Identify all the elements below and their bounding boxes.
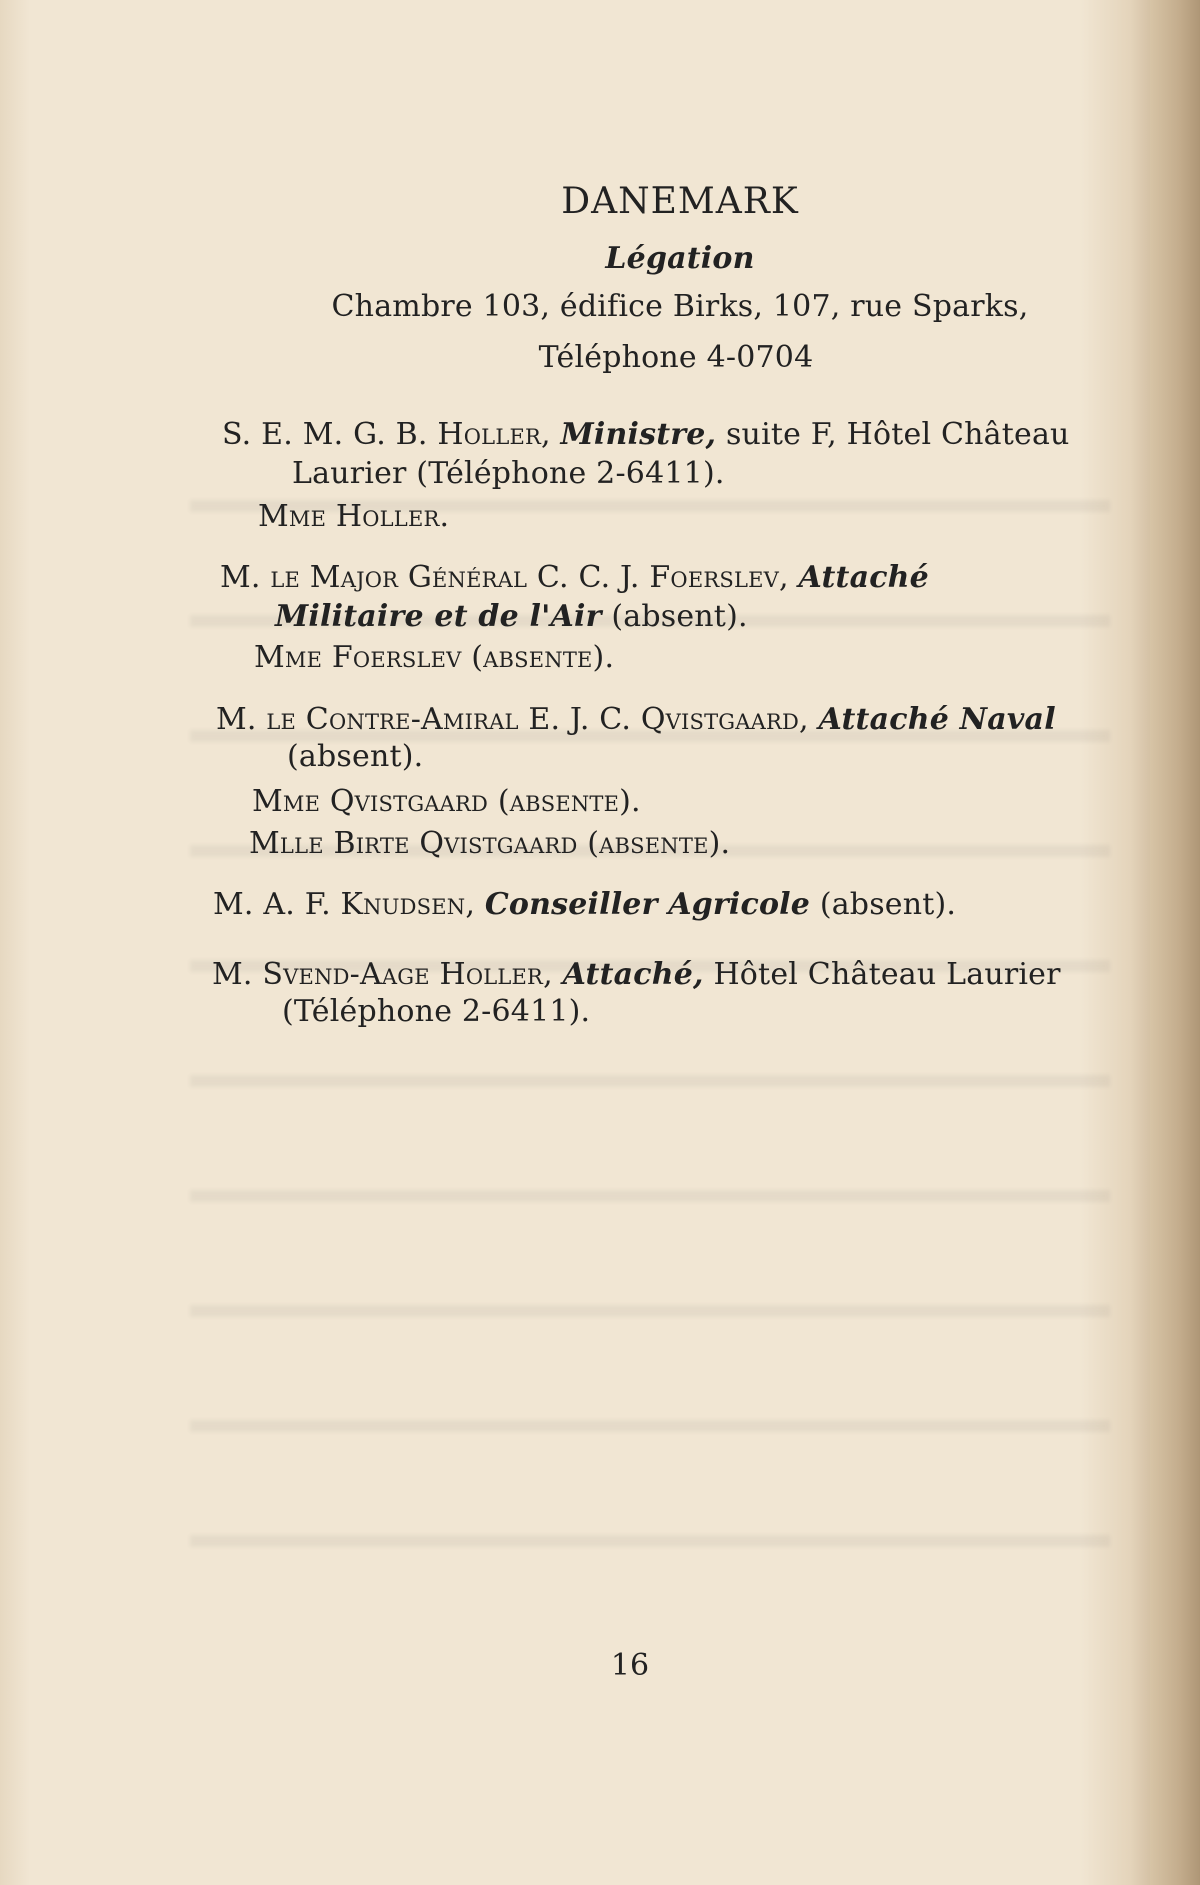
entry-title: Attaché [798, 560, 929, 595]
country-heading: DANEMARK [561, 181, 799, 222]
mission-type: Légation [605, 241, 755, 276]
entry-detail: suite F, Hôtel Château [725, 417, 1070, 452]
entry-title: Conseiller Agricole [484, 887, 811, 922]
entry-detail: Hôtel Château Laurier [713, 957, 1061, 992]
entry-minister-line2: Laurier (Téléphone 2-6411). [292, 456, 725, 491]
entry-military-attache-spouse: Mme Foerslev (absente). [254, 640, 615, 675]
entry-minister-spouse: Mme Holler. [258, 499, 450, 534]
entry-title: Attaché Naval [818, 702, 1056, 737]
entry-name: M. A. F. Knudsen, [213, 887, 476, 922]
entry-naval-attache-spouse: Mme Qvistgaard (absente). [252, 784, 641, 819]
entry-detail: (absent). [611, 599, 748, 634]
legation-address: Chambre 103, édifice Birks, 107, rue Sparks, [331, 289, 1029, 324]
page-number: 16 [610, 1648, 650, 1683]
entry-attache-line1 [212, 957, 1061, 992]
entry-detail: (absent). [819, 887, 957, 922]
entry-title: Attaché, [562, 957, 704, 992]
entry-name: S. E. M. G. B. Holler, [222, 417, 551, 452]
entry-title: Ministre, [560, 417, 717, 452]
entry-minister-line1 [222, 417, 1070, 452]
entry-name: M. le Major Général C. C. J. Foerslev, [220, 560, 789, 595]
entry-naval-attache-daughter: Mlle Birte Qvistgaard (absente). [249, 826, 731, 861]
entry-naval-attache-line2: (absent). [287, 739, 424, 774]
entry-agricultural-counsellor [213, 887, 957, 922]
entry-title: Militaire et de l'Air [275, 599, 602, 634]
entry-name: M. Svend-Aage Holler, [212, 957, 553, 992]
entry-attache-line2: (Téléphone 2-6411). [282, 994, 591, 1029]
book-spine-shadow [1150, 0, 1200, 1885]
entry-military-attache-line1 [220, 560, 929, 595]
entry-name: M. le Contre-Amiral E. J. C. Qvistgaard, [216, 702, 809, 737]
legation-phone: Téléphone 4-0704 [538, 340, 814, 375]
entry-military-attache-line2 [275, 599, 748, 634]
entry-naval-attache-line1 [216, 702, 1056, 737]
